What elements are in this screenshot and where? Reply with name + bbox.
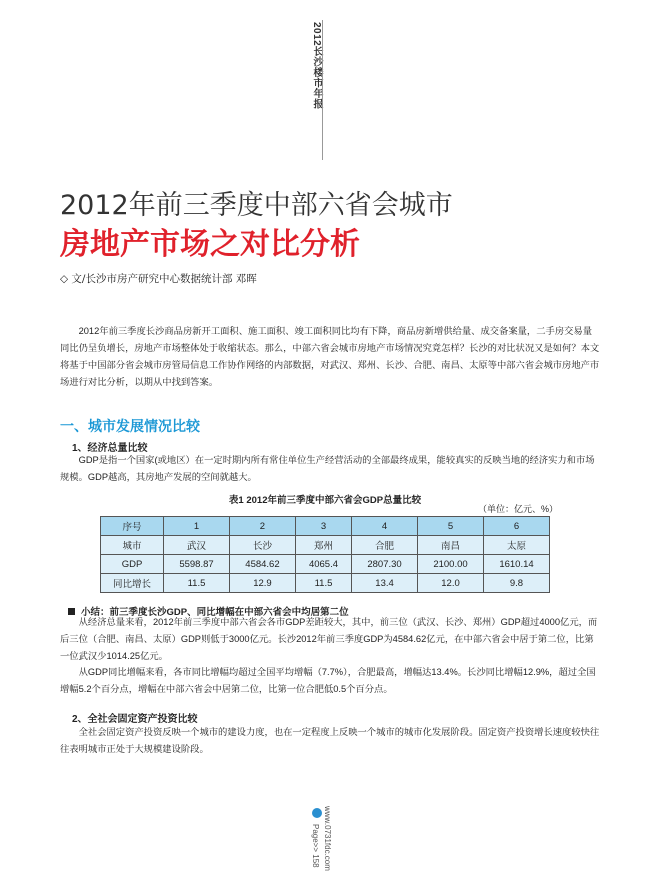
summary-heading-text: 小结：前三季度长沙GDP、同比增幅在中部六省会中均居第二位 [81, 607, 349, 618]
table-cell: 1610.14 [483, 555, 549, 574]
footer-logo-icon [312, 808, 322, 818]
table-unit: （单位：亿元、%） [477, 504, 558, 514]
article-title-line2: 房地产市场之对比分析 [60, 227, 360, 262]
website-url: www.0731fdc.com [323, 806, 332, 871]
row-label: 城市 [101, 536, 164, 555]
table-header-cell: 3 [295, 517, 351, 536]
page-footer [309, 806, 335, 882]
table-header-label: 序号 [101, 517, 164, 536]
table-cell: 13.4 [352, 574, 418, 593]
table-cell: 2100.00 [418, 555, 484, 574]
sub1-paragraph: GDP是指一个国家(或地区）在一定时期内所有常住单位生产经营活动的全部最终成果，能较真实的反映当地的经济实力和市场规模。GDP越高，其房地产发展的空间就越大。 [60, 455, 595, 482]
table-cell: 4065.4 [295, 555, 351, 574]
section1-heading: 一、城市发展情况比较 [60, 418, 200, 434]
summary-paragraph-1: 从经济总量来看，2012年前三季度中部六省会各市GDP差距较大，其中，前三位（武汉、长沙、郑州）GDP超过4000亿元，而后三位（合肥、南昌、太原）GDP则低于3000亿元。长沙2012年前三季度GDP为4584.62亿元，在中部六省会中居于第二位，比第一位武汉少1014.25亿元。 [60, 617, 598, 661]
page-number: Page>> 158 [311, 824, 320, 868]
table-row-city [101, 536, 550, 555]
header-divider [322, 20, 323, 160]
table-row-gdp [101, 555, 550, 574]
sub2-paragraph: 全社会固定资产投资反映一个城市的建设力度，也在一定程度上反映一个城市的城市化发展阶段。固定资产投资增长速度较快往往表明城市正处于大规模建设阶段。 [60, 727, 600, 754]
vertical-section-title: 2012长沙楼市年报 [311, 22, 322, 110]
article-title-line1: 2012年前三季度中部六省会城市 [60, 190, 453, 221]
table-cell: 长沙 [229, 536, 295, 555]
table-row-growth [101, 574, 550, 593]
sub1-heading: 1、经济总量比较 [72, 443, 148, 454]
table-header-cell: 2 [229, 517, 295, 536]
table-cell: 5598.87 [164, 555, 230, 574]
table-cell: 12.0 [418, 574, 484, 593]
summary-paragraph-2: 从GDP同比增幅来看，各市同比增幅均超过全国平均增幅（7.7%），合肥最高，增幅达13.4%。长沙同比增幅12.9%，超过全国增幅5.2个百分点，增幅在中部六省会中居第二位，比第一位合肥低0.5个百分点。 [60, 667, 596, 694]
table-cell: 郑州 [295, 536, 351, 555]
table-cell: 武汉 [164, 536, 230, 555]
table-cell: 2807.30 [352, 555, 418, 574]
intro-paragraph: 2012年前三季度长沙商品房新开工面积、施工面积、竣工面积同比均有下降，商品房新增供给量、成交备案量，二手房交易量同比仍呈负增长，房地产市场整体处于收缩状态。那么，中部六省会城市房地产市场情况究竟怎样？长沙的对比状况又是如何？本文将基于中国部分省会城市房管局信息工作协作网络的内部数据，对武汉、郑州、长沙、合肥、南昌、太原等中部六省会城市房地产市场进行对比分析，以期从中找到答案。 [60, 326, 600, 387]
table-cell: 南昌 [418, 536, 484, 555]
table-header-cell: 1 [164, 517, 230, 536]
table-header-cell: 6 [483, 517, 549, 536]
table-cell: 11.5 [164, 574, 230, 593]
table-header-row [101, 517, 550, 536]
table-cell: 9.8 [483, 574, 549, 593]
row-label: GDP [101, 555, 164, 574]
table-cell: 合肥 [352, 536, 418, 555]
table-header-cell: 4 [352, 517, 418, 536]
sub2-heading: 2、全社会固定资产投资比较 [72, 714, 198, 725]
table-cell: 4584.62 [229, 555, 295, 574]
table-header-cell: 5 [418, 517, 484, 536]
author-line: ◇ 文/长沙市房产研究中心数据统计部 邓晖 [60, 273, 257, 285]
gdp-table [100, 516, 550, 593]
row-label: 同比增长 [101, 574, 164, 593]
table-cell: 12.9 [229, 574, 295, 593]
table-cell: 太原 [483, 536, 549, 555]
table-cell: 11.5 [295, 574, 351, 593]
table-caption: 表1 2012年前三季度中部六省会GDP总量比较 [228, 495, 422, 506]
